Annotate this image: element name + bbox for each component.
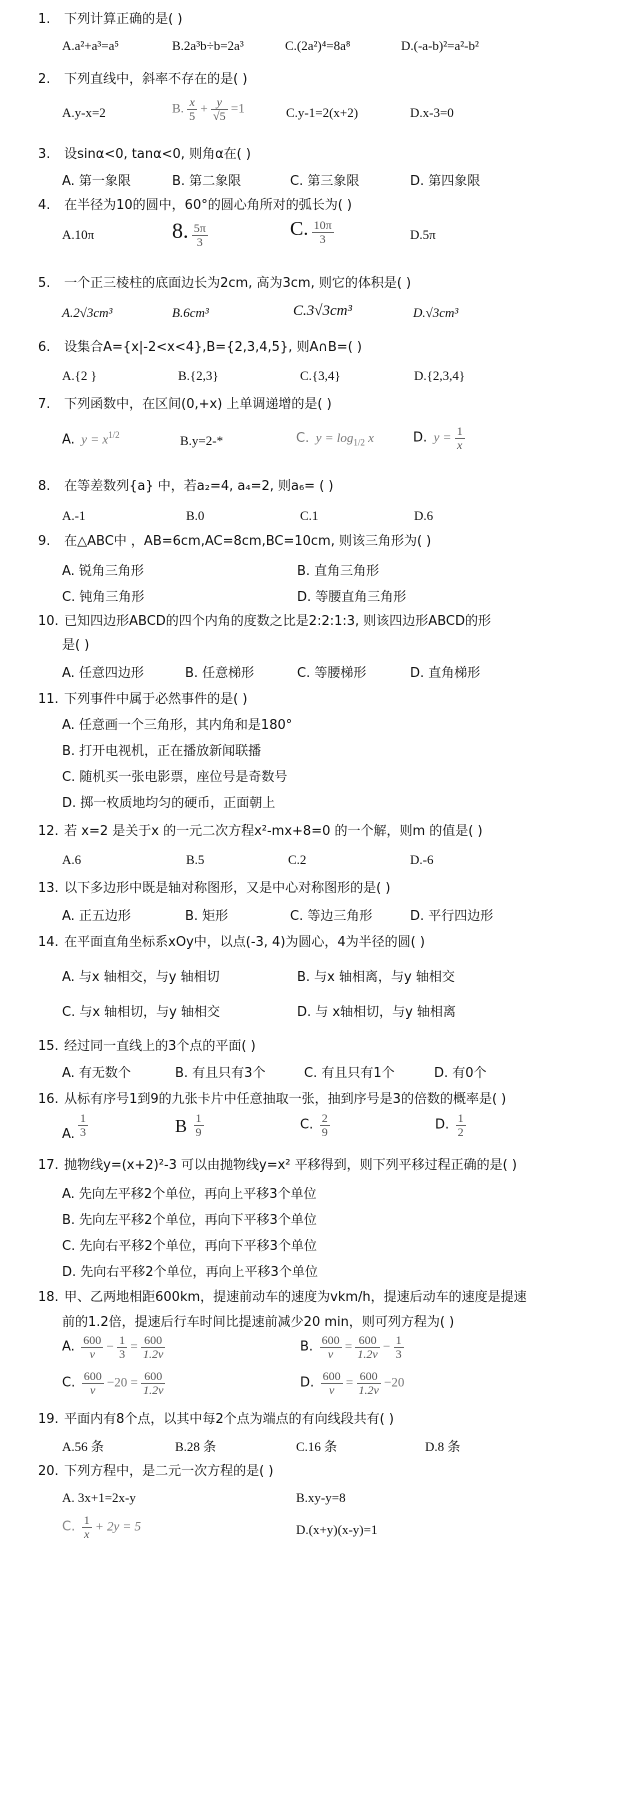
option-c: C. 等边三角形 [290,909,373,924]
option-b: B.xy-y=8 [296,1490,346,1505]
option-label: D. [300,1375,315,1391]
option-d: D.√3cm³ [413,305,459,320]
denominator: 3 [80,1125,87,1139]
option-b: B. 打开电视机，正在播放新闻联播 [62,744,262,759]
question-number: 11. [38,692,59,707]
numerator: y [211,96,228,110]
option-b: B.5 [186,852,205,867]
option-b: B.y=2-* [180,433,224,448]
fraction [456,1112,466,1139]
denominator: 2 [457,1125,464,1139]
option-c: C. 与x 轴相切，与y 轴相交 [62,1005,220,1020]
fraction [141,1370,165,1397]
fraction [81,1334,103,1361]
option-label: C. [300,1117,314,1133]
formula: y = log [315,430,354,445]
option-c: C. 钝角三角形 [62,590,145,605]
numerator: x [187,96,197,110]
question-9 [38,530,431,549]
option-d [435,1112,466,1139]
question-13 [38,877,390,896]
operator: − [106,1338,114,1354]
log-base-numerator: 1 [353,437,358,448]
question-stem: 设sinα<0, tanα<0, 则角α在( ) [64,147,251,162]
question-number: 10. [38,614,59,629]
option-label: B. [172,100,184,116]
option-d: D.x-3=0 [410,105,454,120]
option-a: A. 任意画一个三角形，其内角和是180° [62,718,293,733]
question-12 [38,820,483,839]
option-c: C. 随机买一张电影票，座位号是奇数号 [62,770,288,785]
question-number: 6. [38,340,51,355]
option-a: A. 3x+1=2x-y [62,1490,136,1505]
option-c: C. 先向右平移2个单位，再向下平移3个单位 [62,1239,317,1254]
option-b [172,218,208,249]
question-number: 9. [38,534,51,549]
question-number: 4. [38,198,51,213]
fraction [320,1112,330,1139]
denominator: 9 [321,1125,328,1139]
option-d: D. 与 x轴相切，与y 轴相离 [297,1005,456,1020]
option-c [296,430,374,448]
question-8 [38,475,333,494]
equals-one: =1 [230,100,245,116]
question-stem: 从标有序号1到9的九张卡片中任意抽取一张，抽到序号是3的倍数的概率是( ) [64,1092,507,1107]
option-c: C.16 条 [296,1439,338,1454]
question-17 [38,1154,517,1173]
option-d: D.6 [414,508,434,523]
fraction [78,1112,88,1139]
option-a: A. 第一象限 [62,174,131,189]
option-label: C. [290,218,309,240]
question-11 [38,688,247,707]
fraction [192,222,208,249]
denominator: 3 [119,1347,126,1361]
option-label: C. [62,1375,76,1391]
fraction [117,1334,127,1361]
question-number: 15. [38,1039,59,1054]
option-label: B. [300,1339,314,1355]
option-d [413,425,465,452]
fraction [82,1514,92,1541]
option-b: B. 任意梯形 [185,666,255,681]
denominator: v [90,1383,96,1397]
fraction [357,1370,381,1397]
operator: −20 = [106,1374,138,1390]
question-stem: 下列方程中，是二元一次方程的是( ) [64,1464,274,1479]
question-number: 17. [38,1158,59,1173]
question-stem: 一个正三棱柱的底面边长为2cm, 高为3cm, 则它的体积是( ) [64,276,412,291]
question-14 [38,931,425,950]
denominator: √5 [213,109,226,123]
option-d: D.-6 [410,852,434,867]
option-b: B.0 [186,508,205,523]
question-stem: 若 x=2 是关于x 的一元二次方程x²-mx+8=0 的一个解，则m 的值是( ) [64,824,483,839]
question-18-continued: 前的1.2倍，提速后行车时间比提速前减少20 min，则可列方程为( ) [62,1315,455,1330]
option-c: C. 有且只有1个 [304,1066,395,1081]
fraction [355,1334,379,1361]
question-stem: 在平面直角坐标系xOy中，以点(-3, 4)为圆心，4为半径的圆( ) [64,935,425,950]
formula: y = [433,429,452,445]
numerator: 2 [321,1111,328,1125]
option-label: C. [296,431,310,446]
option-a: A.{2 } [62,368,97,383]
question-number: 19. [38,1412,59,1427]
option-a: A.-1 [62,508,86,523]
question-number: 18. [38,1290,59,1305]
option-b: B. 矩形 [185,909,229,924]
question-5 [38,272,411,291]
question-2 [38,68,247,87]
option-d: D.(-a-b)²=a²-b² [401,38,479,53]
numerator: 600 [322,1369,341,1383]
denominator: 1.2v [357,1347,378,1361]
denominator: v [89,1347,95,1361]
option-b [300,1334,404,1361]
numerator: 1 [83,1513,90,1527]
question-number: 3. [38,147,51,162]
question-number: 2. [38,72,51,87]
option-c: C.1 [300,508,319,523]
option-label: 8. [172,218,189,243]
denominator: v [327,1347,334,1361]
question-stem: 已知四边形ABCD的四个内角的度数之比是2:2:1:3, 则该四边形ABCD的形 [64,614,491,629]
denominator: x [84,1527,90,1541]
denominator: 3 [395,1347,402,1361]
question-number: 14. [38,935,59,950]
denominator: 3 [196,234,203,249]
fraction [187,96,197,123]
option-a: A.6 [62,852,82,867]
question-stem: 抛物线y=(x+2)²-3 可以由抛物线y=x² 平移得到，则下列平移过程正确的是( ) [64,1158,517,1173]
option-d: D. 等腰直角三角形 [297,590,407,605]
option-c [300,1112,330,1139]
variable: x [368,430,374,445]
operator: = [130,1338,138,1354]
operator: = [344,1338,353,1354]
log-base-denominator: 2 [360,437,365,448]
numerator: 1 [395,1333,402,1347]
question-number: 20. [38,1464,59,1479]
plus-sign: + [200,100,208,116]
question-stem: 经过同一直线上的3个点的平面( ) [64,1039,256,1054]
question-16 [38,1088,506,1107]
fraction [312,219,334,246]
numerator: 600 [83,1333,102,1347]
numerator: 600 [83,1369,102,1383]
question-10 [38,610,491,629]
denominator: 1.2v [143,1383,164,1397]
numerator: 600 [355,1334,379,1348]
formula: y = x [81,431,109,447]
option-d [300,1370,404,1397]
question-6 [38,336,362,355]
operator: −20 [384,1374,405,1390]
fraction [194,1112,204,1139]
question-4 [38,194,352,213]
fraction [321,1370,343,1397]
question-number: 7. [38,397,51,412]
question-stem: 在等差数列{a} 中，若a₂=4, a₄=2, 则a₆= ( ) [64,479,334,494]
option-label: B [175,1116,188,1137]
numerator: 600 [321,1333,340,1347]
numerator: 1 [457,1111,464,1125]
question-stem: 设集合A={x|-2<x<4},B={2,3,4,5}, 则A∩B=( ) [64,340,362,355]
option-d: D. 直角梯形 [410,666,481,681]
option-label: D. [413,430,428,446]
option-a [62,430,120,447]
numerator: 600 [141,1334,165,1348]
question-number: 13. [38,881,59,896]
question-number: 16. [38,1092,59,1107]
exponent-denominator: 2 [115,430,120,440]
fraction [211,96,228,123]
option-c: C.2 [288,852,307,867]
option-d: D.8 条 [425,1439,461,1454]
denominator: 9 [195,1125,202,1139]
option-b: B.2a³b÷b=2a³ [172,38,244,53]
option-a: A. 与x 轴相交，与y 轴相切 [62,970,220,985]
option-b: B. 第二象限 [172,174,242,189]
question-number: 1. [38,12,51,27]
option-a: A.y-x=2 [62,105,106,120]
question-19 [38,1408,394,1427]
question-number: 12. [38,824,59,839]
numerator: 1 [80,1111,87,1125]
option-label: D. [435,1117,450,1133]
option-d: D. 第四象限 [410,174,481,189]
option-c [290,218,334,246]
option-d: D. 平行四边形 [410,909,494,924]
question-stem: 下列事件中属于必然事件的是( ) [64,692,248,707]
question-stem: 在△ABC中 ，AB=6cm,AC=8cm,BC=10cm, 则该三角形为( ) [64,534,432,549]
denominator: 1.2v [142,1347,164,1361]
log-base: 1/2 [353,437,365,448]
option-c: C. 第三象限 [290,174,360,189]
numerator: 1 [195,1111,202,1125]
question-18 [38,1286,527,1305]
question-stem: 下列计算正确的是( ) [64,12,183,27]
fraction [320,1334,342,1361]
fraction [141,1334,165,1361]
option-a: A.10π [62,227,95,242]
option-a [62,1334,165,1361]
option-a: A. 先向左平移2个单位，再向上平移3个单位 [62,1187,317,1202]
numerator: 1 [456,424,463,438]
option-b: B. 先向左平移2个单位，再向下平移3个单位 [62,1213,317,1228]
option-b: B. 有且只有3个 [175,1066,266,1081]
exponent-numerator: 1 [108,430,113,440]
question-7 [38,393,332,412]
numerator: 5π [193,220,206,235]
question-number: 8. [38,479,51,494]
option-c: C.(2a²)⁴=8a⁸ [285,38,351,53]
option-d: D.{2,3,4} [414,368,466,383]
question-stem: 在半径为10的圆中，60°的圆心角所对的弧长为( ) [64,198,353,213]
option-a: A.2√3cm³ [62,305,113,320]
option-d: D. 掷一枚质地均匀的硬币，正面朝上 [62,796,276,811]
exponent: 1/2 [108,430,120,440]
option-c: C. 等腰梯形 [297,666,367,681]
option-label: A. [62,1339,75,1355]
equation-tail: + 2y = 5 [94,1518,142,1534]
option-b: B.6cm³ [172,305,209,320]
numerator: 10π [313,217,332,232]
option-a: A.56 条 [62,1439,104,1454]
option-c [62,1370,165,1397]
option-b: B.{2,3} [178,368,219,383]
option-c: C.3√3cm³ [293,303,352,319]
option-a: A.a²+a³=a⁵ [62,38,119,53]
option-b: B. 与x 轴相离，与y 轴相交 [297,970,455,985]
option-d: D. 有0个 [434,1066,487,1081]
denominator: 1.2v [358,1383,379,1397]
denominator: 3 [319,231,326,246]
option-b: B.28 条 [175,1439,217,1454]
question-stem: 下列直线中，斜率不存在的是( ) [64,72,248,87]
question-stem: 下列函数中，在区间(0,+x) 上单调递增的是( ) [64,397,332,412]
question-number: 5. [38,276,51,291]
operator: = [345,1374,354,1390]
question-15 [38,1035,256,1054]
question-1 [38,8,182,27]
question-10-continued: 是( ) [62,638,90,653]
option-c [62,1514,141,1541]
option-a: A. 有无数个 [62,1066,131,1081]
option-b [175,1112,204,1139]
fraction [455,425,465,452]
option-a [62,1111,88,1143]
question-stem: 甲、乙两地相距600km，提速前动车的速度为vkm/h，提速后动车的速度是提速 [64,1290,527,1305]
option-c: C.y-1=2(x+2) [286,105,359,120]
option-b [172,96,245,123]
option-label: A. [62,1127,75,1143]
denominator: v [328,1383,335,1397]
operator: − [382,1338,391,1354]
fraction [82,1370,104,1397]
option-a: A. 正五边形 [62,909,131,924]
option-d: D.(x+y)(x-y)=1 [296,1522,378,1537]
option-b: B. 直角三角形 [297,564,380,579]
option-label: A. [62,432,75,448]
option-d: D.5π [410,227,436,242]
numerator: 600 [357,1370,381,1384]
option-a: A. 任意四边形 [62,666,144,681]
denominator: x [457,438,463,452]
question-stem: 平面内有8个点，以其中每2个点为端点的有向线段共有( ) [64,1412,394,1427]
question-3 [38,143,251,162]
option-a: A. 锐角三角形 [62,564,144,579]
fraction [394,1334,404,1361]
denominator: 5 [189,109,196,123]
numerator: 1 [119,1333,126,1347]
numerator: 600 [141,1370,165,1384]
option-c: C.{3,4} [300,368,341,383]
option-d: D. 先向右平移2个单位，再向上平移3个单位 [62,1265,318,1280]
option-label: C. [62,1519,76,1535]
question-stem: 以下多边形中既是轴对称图形，又是中心对称图形的是( ) [64,881,391,896]
question-20 [38,1460,273,1479]
